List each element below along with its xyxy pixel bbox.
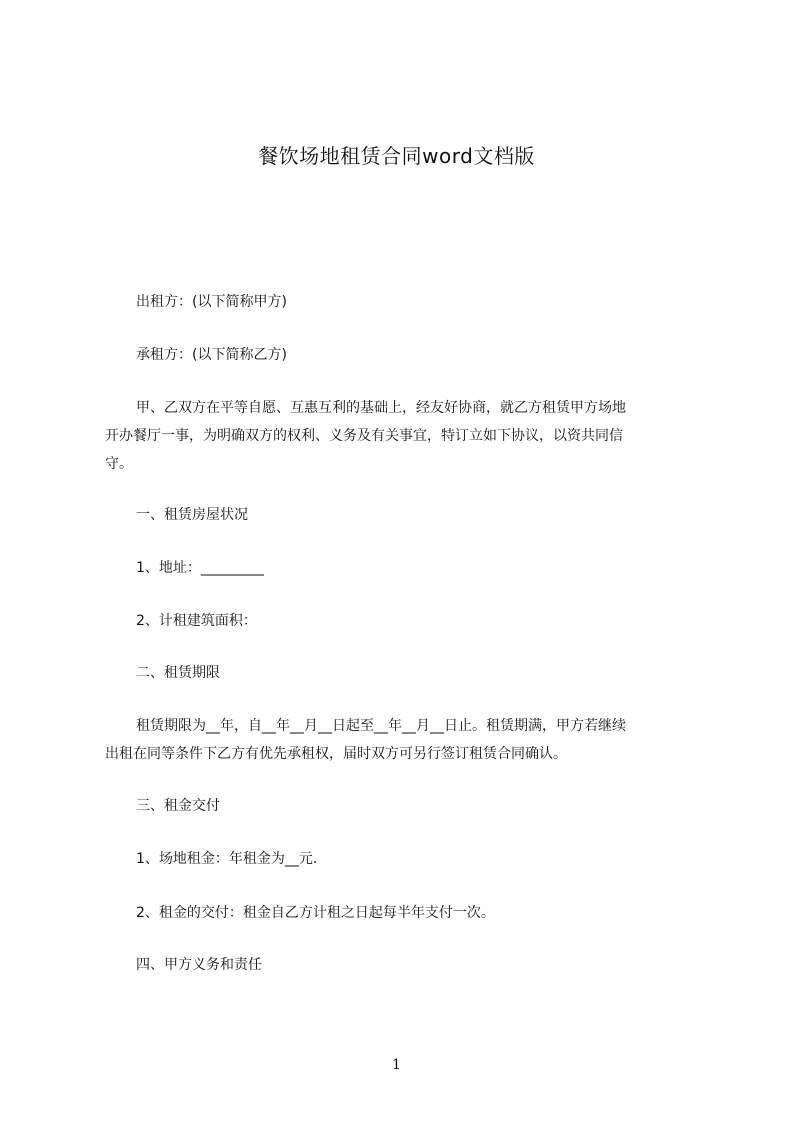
preamble-line: 开办餐厅一事，为明确双方的权利、义务及有关事宜，特订立如下协议，以资共同信 xyxy=(105,428,623,444)
section-heading-lessor-duties: 四、甲方义务和责任 xyxy=(136,957,262,973)
preamble-line: 甲、乙双方在平等自愿、互惠互利的基础上，经友好协商，就乙方租赁甲方场地 xyxy=(136,400,626,416)
section-heading-premises: 一、租赁房屋状况 xyxy=(136,507,248,523)
lessor-line: 出租方：(以下简称甲方) xyxy=(136,294,287,310)
preamble-paragraph xyxy=(136,394,626,422)
area-line: 2、计租建筑面积： xyxy=(136,613,257,629)
document-title: 餐饮场地租赁合同word文档版 xyxy=(258,144,535,168)
preamble-line: 守。 xyxy=(105,456,133,472)
term-paragraph xyxy=(136,712,626,740)
preamble-paragraph-continued xyxy=(105,422,623,478)
section-heading-term: 二、租赁期限 xyxy=(136,665,220,681)
section-heading-rent: 三、租金交付 xyxy=(136,798,220,814)
term-line: 租赁期限为__年，自__年__月__日起至__年__月__日止。租赁期满，甲方若继续 xyxy=(136,718,626,734)
rent-amount-line: 1、场地租金：年租金为__元. xyxy=(136,851,318,867)
address-line: 1、地址：_________ xyxy=(136,560,264,576)
rent-payment-line: 2、租金的交付：租金自乙方计租之日起每半年支付一次。 xyxy=(136,905,495,921)
term-paragraph-continued xyxy=(105,740,567,768)
lessee-line: 承租方：(以下简称乙方) xyxy=(136,347,287,363)
page-number: 1 xyxy=(392,1057,401,1073)
term-line: 出租在同等条件下乙方有优先承租权，届时双方可另行签订租赁合同确认。 xyxy=(105,746,567,762)
